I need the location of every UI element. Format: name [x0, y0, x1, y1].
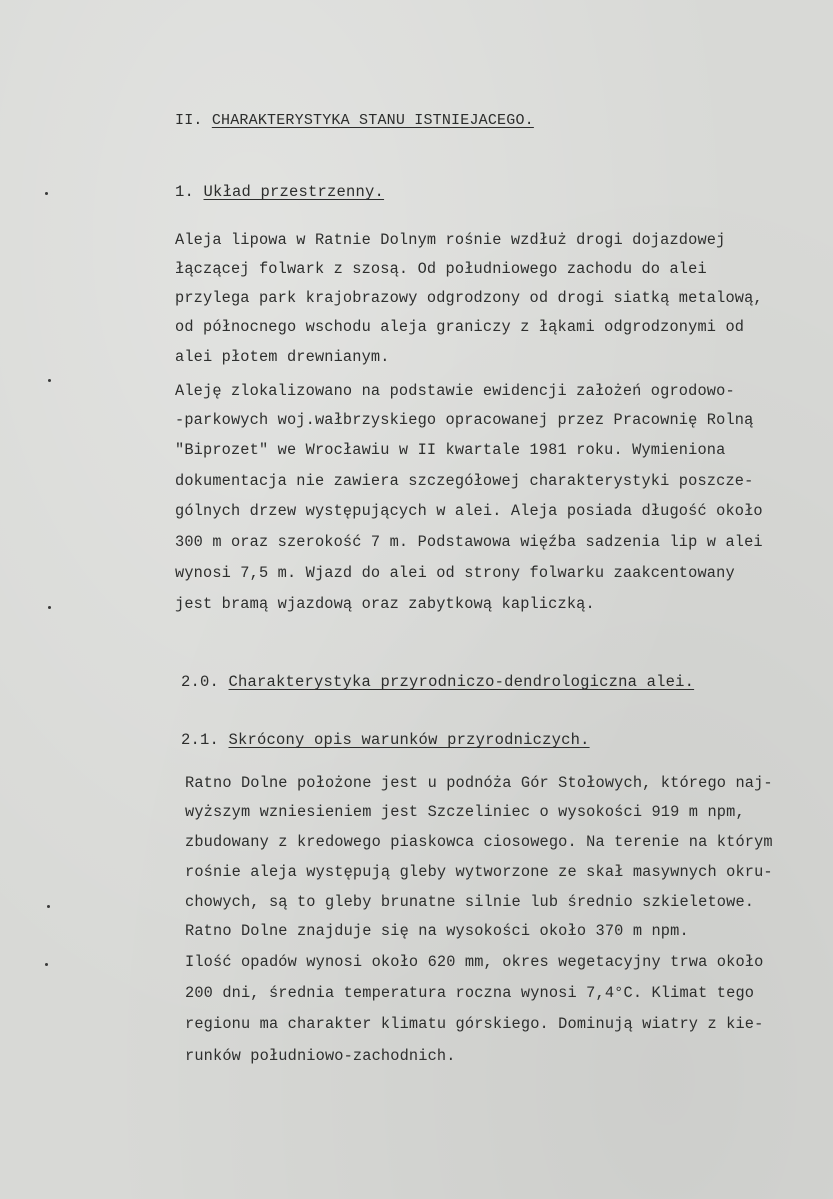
body-line: łączącej folwark z szosą. Od południowego zachodu do alei	[175, 260, 707, 278]
chapter-title: CHARAKTERYSTYKA STANU ISTNIEJACEGO.	[211, 112, 534, 129]
body-line: rośnie aleja występują gleby wytworzone ze skał masywnych okru-	[185, 863, 773, 881]
body-line: Aleję zlokalizowano na podstawie ewidencji założeń ogrodowo-	[175, 382, 735, 400]
section-heading	[175, 183, 384, 201]
body-line: wyższym wzniesieniem jest Szczeliniec o wysokości 919 m npm,	[185, 803, 745, 821]
body-line: 200 dni, średnia temperatura roczna wynosi 7,4°C. Klimat tego	[185, 984, 755, 1002]
subsection-heading	[181, 731, 590, 749]
body-line: runków południowo-zachodnich.	[185, 1047, 456, 1065]
body-line: alei płotem drewnianym.	[175, 348, 390, 366]
body-line: od północnego wschodu aleja graniczy z łąkami odgrodzonymi od	[175, 318, 745, 336]
body-line: gólnych drzew występujących w alei. Aleja posiada długość około	[175, 502, 763, 520]
section-number: 2.0.	[181, 673, 220, 691]
body-line: Ratno Dolne znajduje się na wysokości około 370 m npm.	[185, 922, 689, 940]
section-title: Skrócony opis warunków przyrodniczych.	[228, 731, 590, 749]
body-line: jest bramą wjazdową oraz zabytkową kapliczką.	[175, 595, 595, 613]
margin-dot	[48, 379, 51, 382]
body-line: przylega park krajobrazowy odgrodzony od drogi siatką metalową,	[175, 289, 763, 307]
body-line: -parkowych woj.wałbrzyskiego opracowanej przez Pracownię Rolną	[175, 411, 754, 429]
body-line: Ilość opadów wynosi około 620 mm, okres wegetacyjny trwa około	[185, 953, 764, 971]
section-title: Układ przestrzenny.	[203, 183, 385, 201]
chapter-number: II.	[175, 112, 203, 129]
body-line: Ratno Dolne położone jest u podnóża Gór Stołowych, którego naj-	[185, 774, 773, 792]
section-number: 1.	[175, 183, 195, 201]
margin-dot	[45, 963, 48, 966]
margin-dot	[48, 606, 51, 609]
body-line: "Biprozet" we Wrocławiu w II kwartale 1981 roku. Wymieniona	[175, 441, 726, 459]
body-line: dokumentacja nie zawiera szczegółowej charakterystyki poszcze-	[175, 472, 754, 490]
chapter-heading	[175, 112, 534, 129]
body-line: 300 m oraz szerokość 7 m. Podstawowa więźba sadzenia lip w alei	[175, 533, 763, 551]
section-number: 2.1.	[181, 731, 220, 749]
margin-dot	[45, 192, 48, 195]
body-line: regionu ma charakter klimatu górskiego. Dominują wiatry z kie-	[185, 1015, 764, 1033]
margin-dot	[47, 905, 50, 908]
body-line: Aleja lipowa w Ratnie Dolnym rośnie wzdłuż drogi dojazdowej	[175, 231, 726, 249]
section-title: Charakterystyka przyrodniczo-dendrologiczna alei.	[228, 673, 695, 691]
body-line: chowych, są to gleby brunatne silnie lub średnio szkieletowe.	[185, 893, 755, 911]
body-line: wynosi 7,5 m. Wjazd do alei od strony folwarku zaakcentowany	[175, 564, 735, 582]
section-heading	[181, 673, 694, 691]
body-line: zbudowany z kredowego piaskowca ciosowego. Na terenie na którym	[185, 833, 773, 851]
